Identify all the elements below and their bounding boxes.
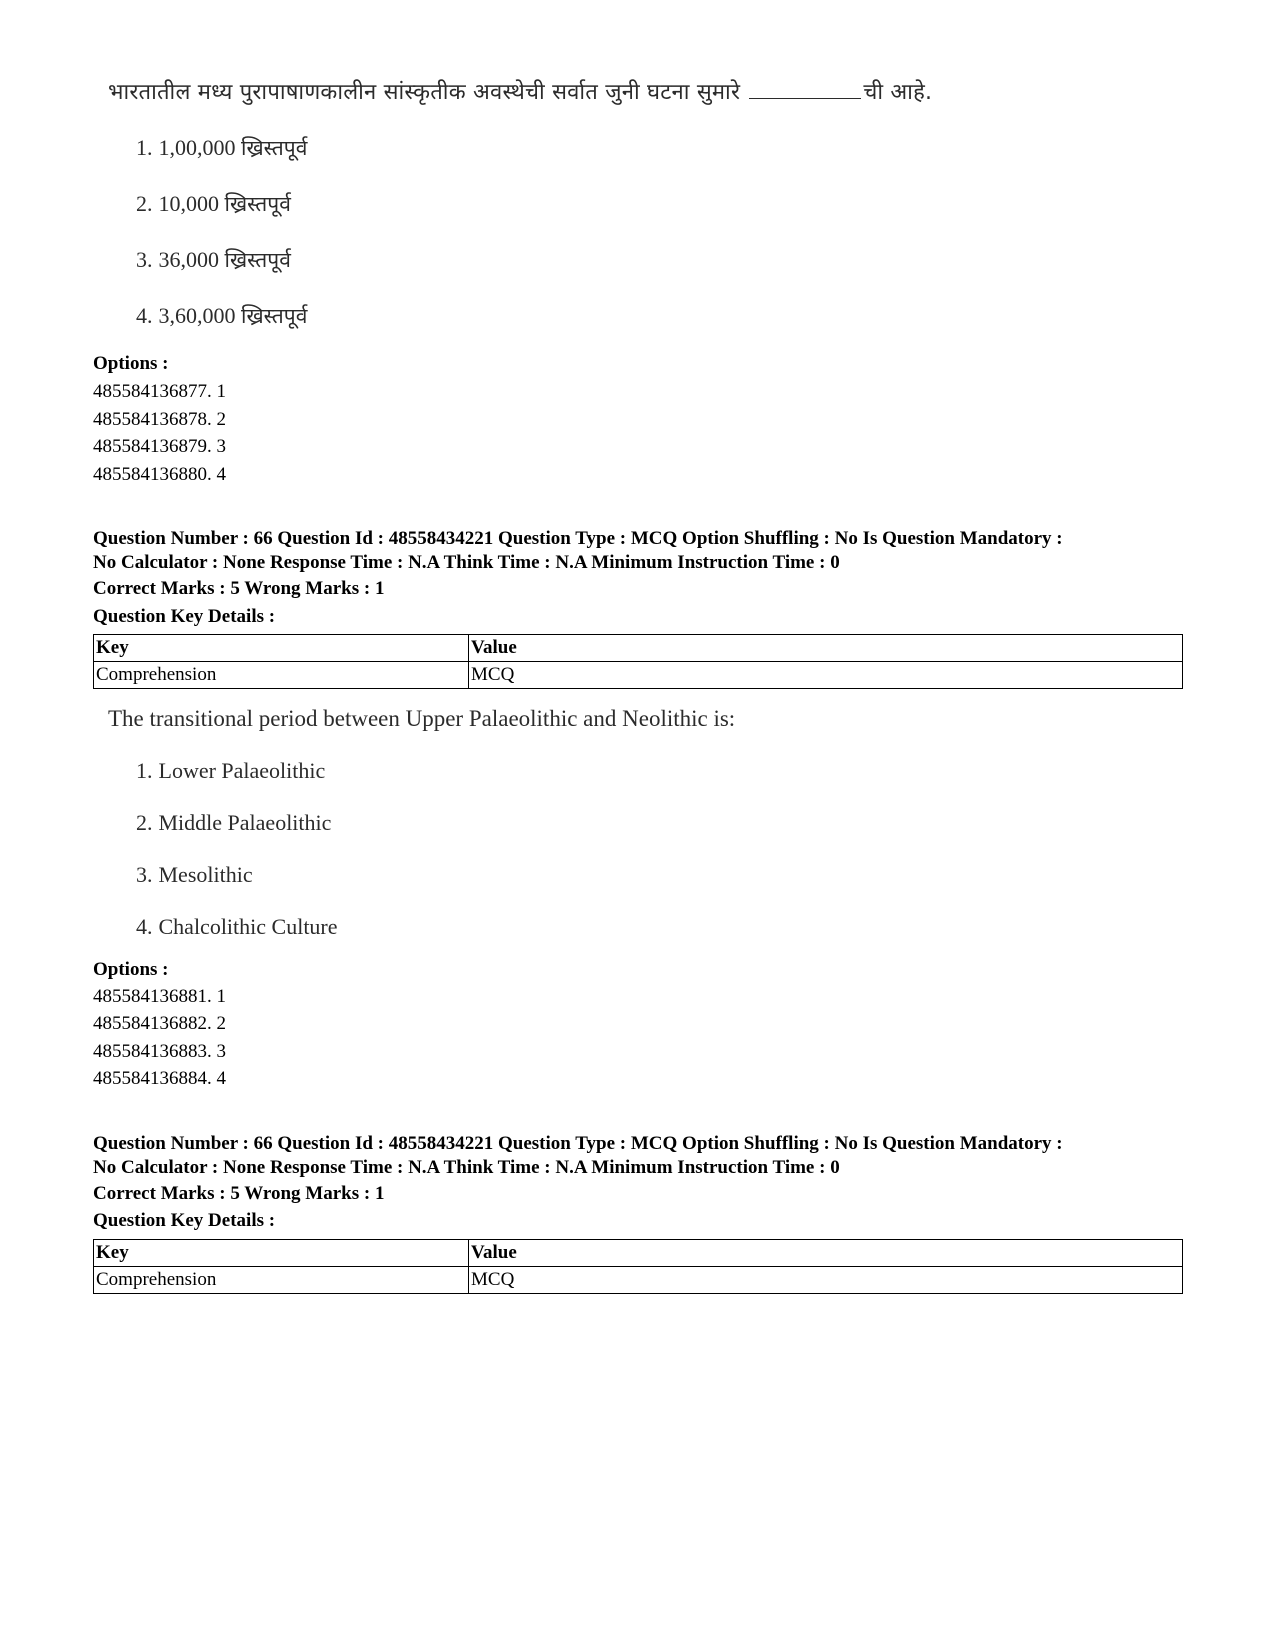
choice-1	[136, 758, 325, 784]
question-text-part2: ची आहे.	[863, 80, 933, 105]
marks-line: Correct Marks : 5 Wrong Marks : 1	[93, 578, 385, 599]
choice-number: 1.	[136, 135, 153, 160]
question-meta-line2: No Calculator : None Response Time : N.A Think Time : N.A Minimum Instruction Time : 0	[93, 552, 840, 573]
choice-number: 3.	[136, 862, 153, 887]
marks-line: Correct Marks : 5 Wrong Marks : 1	[93, 1183, 385, 1204]
table-cell-value: MCQ	[469, 662, 1183, 689]
table-row	[94, 1267, 1183, 1294]
table-header-key: Key	[94, 1240, 469, 1267]
choice-text: Middle Palaeolithic	[158, 810, 332, 835]
option-id-4: 485584136884. 4	[93, 1068, 226, 1089]
choice-suffix: ख्रिस्तपूर्व	[224, 248, 291, 272]
choice-suffix: ख्रिस्तपूर्व	[241, 136, 308, 160]
choice-4	[136, 914, 338, 940]
table-header-value: Value	[469, 1240, 1183, 1267]
question-image-marathi	[108, 76, 933, 328]
table-cell-key: Comprehension	[94, 662, 469, 689]
choice-number: 2.	[136, 191, 153, 216]
table-header-row	[94, 635, 1183, 662]
choice-1	[136, 134, 307, 162]
question-meta-line2: No Calculator : None Response Time : N.A Think Time : N.A Minimum Instruction Time : 0	[93, 1157, 840, 1178]
key-details-label: Question Key Details :	[93, 606, 276, 627]
choice-value: 36,000	[158, 247, 219, 272]
choice-number: 3.	[136, 247, 153, 272]
table-header-key: Key	[94, 635, 469, 662]
choice-number: 2.	[136, 810, 153, 835]
choice-3	[136, 246, 291, 274]
options-label: Options :	[93, 353, 169, 374]
table-header-row	[94, 1240, 1183, 1267]
question-text-part1: भारतातील मध्य पुरापाषाणकालीन सांस्कृतीक अवस्थेची सर्वात जुनी घटना सुमारे	[108, 80, 741, 105]
options-label: Options :	[93, 959, 169, 980]
table-row	[94, 662, 1183, 689]
question-meta	[93, 1132, 1193, 1180]
option-id-2: 485584136878. 2	[93, 409, 226, 430]
option-id-3: 485584136879. 3	[93, 436, 226, 457]
choice-number: 4.	[136, 303, 153, 328]
choice-4	[136, 302, 307, 330]
choice-3	[136, 862, 253, 888]
option-id-3: 485584136883. 3	[93, 1041, 226, 1062]
question-meta-line1: Question Number : 66 Question Id : 48558434221 Question Type : MCQ Option Shuffling : No Is Question Mandatory :	[93, 528, 1063, 549]
question-meta	[93, 527, 1193, 575]
choice-text: Mesolithic	[158, 862, 253, 887]
question-text	[108, 76, 932, 108]
table-header-value: Value	[469, 635, 1183, 662]
choice-number: 4.	[136, 914, 153, 939]
option-id-4: 485584136880. 4	[93, 464, 226, 485]
choice-value: 1,00,000	[158, 135, 236, 160]
table-cell-key: Comprehension	[94, 1267, 469, 1294]
choice-2	[136, 810, 331, 836]
choice-suffix: ख्रिस्तपूर्व	[224, 192, 291, 216]
choice-suffix: ख्रिस्तपूर्व	[241, 304, 308, 328]
table-cell-value: MCQ	[469, 1267, 1183, 1294]
question-text: The transitional period between Upper Palaeolithic and Neolithic is:	[108, 706, 736, 731]
choice-text: Lower Palaeolithic	[158, 758, 326, 783]
option-id-1: 485584136881. 1	[93, 986, 226, 1007]
key-details-table	[93, 634, 1183, 689]
key-details-table	[93, 1239, 1183, 1294]
key-details-label: Question Key Details :	[93, 1210, 276, 1231]
option-id-1: 485584136877. 1	[93, 381, 226, 402]
choice-text: Chalcolithic Culture	[158, 914, 338, 939]
choice-2	[136, 190, 291, 218]
question-meta-line1: Question Number : 66 Question Id : 48558434221 Question Type : MCQ Option Shuffling : No Is Question Mandatory :	[93, 1133, 1063, 1154]
choice-value: 10,000	[158, 191, 219, 216]
option-id-2: 485584136882. 2	[93, 1013, 226, 1034]
question-image-english	[108, 704, 736, 939]
choice-value: 3,60,000	[158, 303, 236, 328]
fill-blank	[749, 76, 861, 99]
choice-number: 1.	[136, 758, 153, 783]
